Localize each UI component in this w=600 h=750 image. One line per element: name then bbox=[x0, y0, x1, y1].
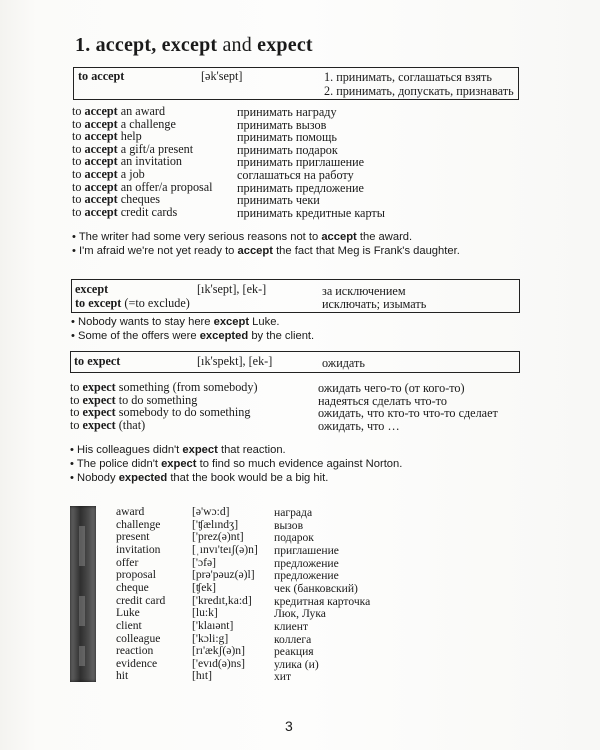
phrase-rest: credit cards bbox=[117, 204, 178, 219]
phrase-rest: that the book would be a big hit. bbox=[167, 472, 329, 484]
vocab-phonetics: ['ɔfə] bbox=[192, 555, 216, 569]
title-word-accept: accept, bbox=[95, 34, 157, 56]
phrase-prefix: to bbox=[72, 192, 85, 207]
phrase-keyword: expect bbox=[82, 405, 116, 420]
except-meaning-2: исключать; изымать bbox=[322, 297, 427, 311]
phrase-translation: соглашаться на работу bbox=[237, 168, 354, 182]
phrase-line bbox=[70, 444, 286, 456]
phrase-prefix: to bbox=[72, 154, 85, 169]
vocab-phonetics: ['prez(ə)nt] bbox=[192, 530, 244, 544]
phrase-prefix: to bbox=[72, 179, 85, 194]
vocab-phonetics: [ʧek] bbox=[192, 580, 216, 594]
vocab-word: proposal bbox=[116, 568, 156, 582]
accept-phonetics: [ək'sept] bbox=[201, 69, 243, 83]
phrase-rest: an award bbox=[117, 104, 166, 118]
vocab-word: award bbox=[116, 505, 145, 518]
phrase-rest: an offer/a proposal bbox=[117, 179, 213, 194]
section-number: 1. bbox=[75, 34, 91, 56]
phrase-translation: принимать подарок bbox=[237, 142, 338, 157]
phrase-line bbox=[71, 316, 280, 328]
phrase-prefix: to bbox=[72, 116, 85, 131]
phrase-prefix: to bbox=[70, 380, 83, 394]
section-title bbox=[75, 34, 313, 57]
vocab-translation: чек (банковский) bbox=[274, 581, 358, 595]
phrase-line bbox=[70, 418, 145, 433]
except-meaning-1: за исключением bbox=[322, 284, 406, 298]
vocab-phonetics: [ə'wɔ:d] bbox=[192, 505, 230, 518]
phrase-prefix: to bbox=[70, 392, 83, 407]
vocabulary-side-bar bbox=[70, 506, 96, 682]
phrase-prefix: to bbox=[72, 104, 85, 118]
phrase-keyword: accept bbox=[84, 192, 118, 207]
phrase-prefix: • Some of the offers were bbox=[71, 330, 200, 342]
vocab-translation: улика (и) bbox=[274, 657, 319, 671]
phrase-keyword: accept bbox=[84, 167, 118, 181]
phrase-rest: a job bbox=[117, 167, 145, 181]
vocab-translation: подарок bbox=[274, 531, 314, 545]
vocab-translation: хит bbox=[274, 670, 292, 684]
vocab-word: hit bbox=[116, 669, 129, 683]
phrase-keyword: expect bbox=[82, 380, 116, 394]
phrase-keyword: expect bbox=[82, 392, 116, 407]
phrase-translation: принимать приглашение bbox=[237, 155, 365, 170]
phrase-translation: ожидать, что … bbox=[318, 418, 400, 433]
vocab-translation: предложение bbox=[274, 569, 339, 583]
vocab-translation: коллега bbox=[274, 632, 312, 646]
expect-phonetics: [ık'spekt], [ek-] bbox=[197, 354, 273, 368]
phrase-keyword: expect bbox=[182, 444, 218, 456]
phrase-prefix: to bbox=[72, 129, 85, 144]
phrase-translation: принимать чеки bbox=[237, 193, 320, 208]
title-word-except: except bbox=[161, 34, 218, 56]
phrase-translation: надеяться сделать что-то bbox=[318, 393, 447, 408]
vocab-translation: награда bbox=[274, 506, 313, 519]
phrase-rest: cheques bbox=[117, 192, 161, 207]
page-number: 3 bbox=[285, 718, 293, 734]
phrase-translation: ожидать чего-то (от кого-то) bbox=[318, 381, 465, 395]
vocab-translation: реакция bbox=[274, 645, 314, 659]
except-headword: except bbox=[75, 282, 109, 296]
vocab-phonetics: ['ʧælındʒ] bbox=[192, 517, 239, 531]
vocab-word: offer bbox=[116, 555, 139, 569]
phrase-keyword: accept bbox=[84, 179, 118, 194]
phrase-prefix: to bbox=[70, 405, 83, 420]
except-verb-line bbox=[75, 296, 190, 311]
vocab-word: cheque bbox=[116, 580, 149, 594]
title-word-and: and bbox=[222, 34, 252, 56]
phrase-rest: a challenge bbox=[117, 116, 176, 131]
phrase-rest: an invitation bbox=[117, 154, 183, 169]
except-phonetics: [ık'sept], [ek-] bbox=[197, 282, 267, 296]
vocab-word: credit card bbox=[116, 593, 166, 607]
vocab-phonetics: ['evıd(ə)ns] bbox=[192, 656, 245, 670]
phrase-rest: help bbox=[117, 129, 142, 144]
phrase-keyword: accept bbox=[84, 154, 118, 169]
phrase-rest: by the client. bbox=[248, 330, 315, 342]
vocab-phonetics: [lu:k] bbox=[192, 606, 218, 620]
vocab-word: Luke bbox=[116, 606, 140, 620]
phrase-rest: the award. bbox=[356, 231, 413, 243]
phrase-translation: ожидать, что кто-то что-то сделает bbox=[318, 406, 498, 421]
vocab-word: invitation bbox=[116, 542, 161, 556]
phrase-translation: принимать вызов bbox=[237, 117, 327, 132]
phrase-prefix: • The police didn't bbox=[70, 458, 162, 470]
phrase-prefix: to bbox=[72, 167, 85, 181]
phrase-translation: принимать помощь bbox=[237, 130, 337, 145]
phrase-prefix: • Nobody wants to stay here bbox=[71, 316, 214, 328]
expect-meaning: ожидать bbox=[322, 356, 365, 370]
phrase-rest: to do something bbox=[115, 392, 198, 407]
vocab-phonetics: [ˌınvı'teıʃ(ə)n] bbox=[192, 542, 258, 556]
accept-meaning-2: 2. принимать, допускать, признавать bbox=[324, 84, 514, 98]
vocab-word: client bbox=[116, 618, 142, 632]
phrase-keyword: accept bbox=[84, 104, 118, 118]
phrase-prefix: • I'm afraid we're not yet ready to bbox=[72, 245, 238, 257]
phrase-keyword: expect bbox=[82, 417, 116, 432]
phrase-keyword: excepted bbox=[199, 330, 249, 342]
vocab-translation: клиент bbox=[274, 619, 309, 633]
vocab-translation: вызов bbox=[274, 518, 304, 532]
expect-definition-box bbox=[70, 351, 520, 373]
phrase-rest: somebody to do something bbox=[115, 405, 251, 420]
phrase-rest: Luke. bbox=[249, 316, 280, 328]
phrase-keyword: expect bbox=[161, 458, 197, 470]
vocab-word: reaction bbox=[116, 644, 154, 658]
phrase-line bbox=[72, 205, 177, 220]
title-word-expect: expect bbox=[257, 34, 313, 56]
phrase-line bbox=[70, 458, 402, 470]
phrase-keyword: expected bbox=[118, 472, 168, 484]
phrase-translation: принимать предложение bbox=[237, 180, 364, 195]
phrase-rest: a gift/a present bbox=[117, 141, 194, 156]
vocab-word: evidence bbox=[116, 656, 158, 670]
phrase-keyword: accept bbox=[321, 231, 357, 243]
phrase-translation: принимать награду bbox=[237, 105, 337, 119]
vocab-phonetics: ['klaıənt] bbox=[192, 618, 234, 632]
vocab-translation: приглашение bbox=[274, 543, 339, 557]
phrase-prefix: to bbox=[72, 204, 85, 219]
vocab-word: challenge bbox=[116, 517, 161, 531]
phrase-keyword: accept bbox=[84, 129, 118, 144]
phrase-keyword: accept bbox=[237, 245, 273, 257]
vocab-phonetics: ['kredıt,ka:d] bbox=[192, 593, 252, 607]
accept-meaning-1: 1. принимать, соглашаться взять bbox=[324, 70, 492, 84]
phrase-prefix: to bbox=[72, 141, 85, 156]
phrase-rest: the fact that Meg is Frank's daughter. bbox=[272, 245, 460, 257]
expect-headword: to expect bbox=[74, 354, 121, 368]
phrase-line bbox=[70, 472, 328, 484]
phrase-keyword: except bbox=[213, 316, 250, 328]
vocab-translation: кредитная карточка bbox=[274, 594, 371, 608]
phrase-prefix: • Nobody bbox=[70, 472, 119, 484]
phrase-rest: something (from somebody) bbox=[115, 380, 258, 394]
phrase-keyword: accept bbox=[84, 204, 118, 219]
phrase-line bbox=[72, 231, 412, 243]
phrase-rest: (that) bbox=[115, 417, 146, 432]
phrase-line bbox=[72, 245, 460, 257]
accept-headword: to accept bbox=[78, 69, 125, 83]
except-verb-headword: to except bbox=[75, 296, 122, 310]
phrase-keyword: accept bbox=[84, 116, 118, 131]
phrase-prefix: • The writer had some very serious reasons not to bbox=[72, 231, 322, 243]
vocab-phonetics: [rı'ækʃ(ə)n] bbox=[192, 644, 245, 658]
phrase-prefix: • His colleagues didn't bbox=[70, 444, 183, 456]
vocab-phonetics: ['kɔli:g] bbox=[192, 631, 229, 645]
phrase-translation: принимать кредитные карты bbox=[237, 205, 385, 220]
except-verb-gloss: (=to exclude) bbox=[121, 296, 190, 310]
vocab-translation: предложение bbox=[274, 556, 339, 570]
phrase-rest: that reaction. bbox=[217, 444, 286, 456]
phrase-rest: to find so much evidence against Norton. bbox=[196, 458, 403, 470]
phrase-prefix: to bbox=[70, 417, 83, 432]
vocab-phonetics: [hıt] bbox=[192, 669, 212, 683]
phrase-keyword: accept bbox=[84, 141, 118, 156]
vocab-translation: Люк, Лука bbox=[274, 607, 326, 621]
vocab-word: present bbox=[116, 530, 150, 544]
vocab-phonetics: [prə'pəuz(ə)l] bbox=[192, 568, 255, 582]
vocab-word: colleague bbox=[116, 631, 161, 645]
phrase-line bbox=[71, 330, 314, 342]
